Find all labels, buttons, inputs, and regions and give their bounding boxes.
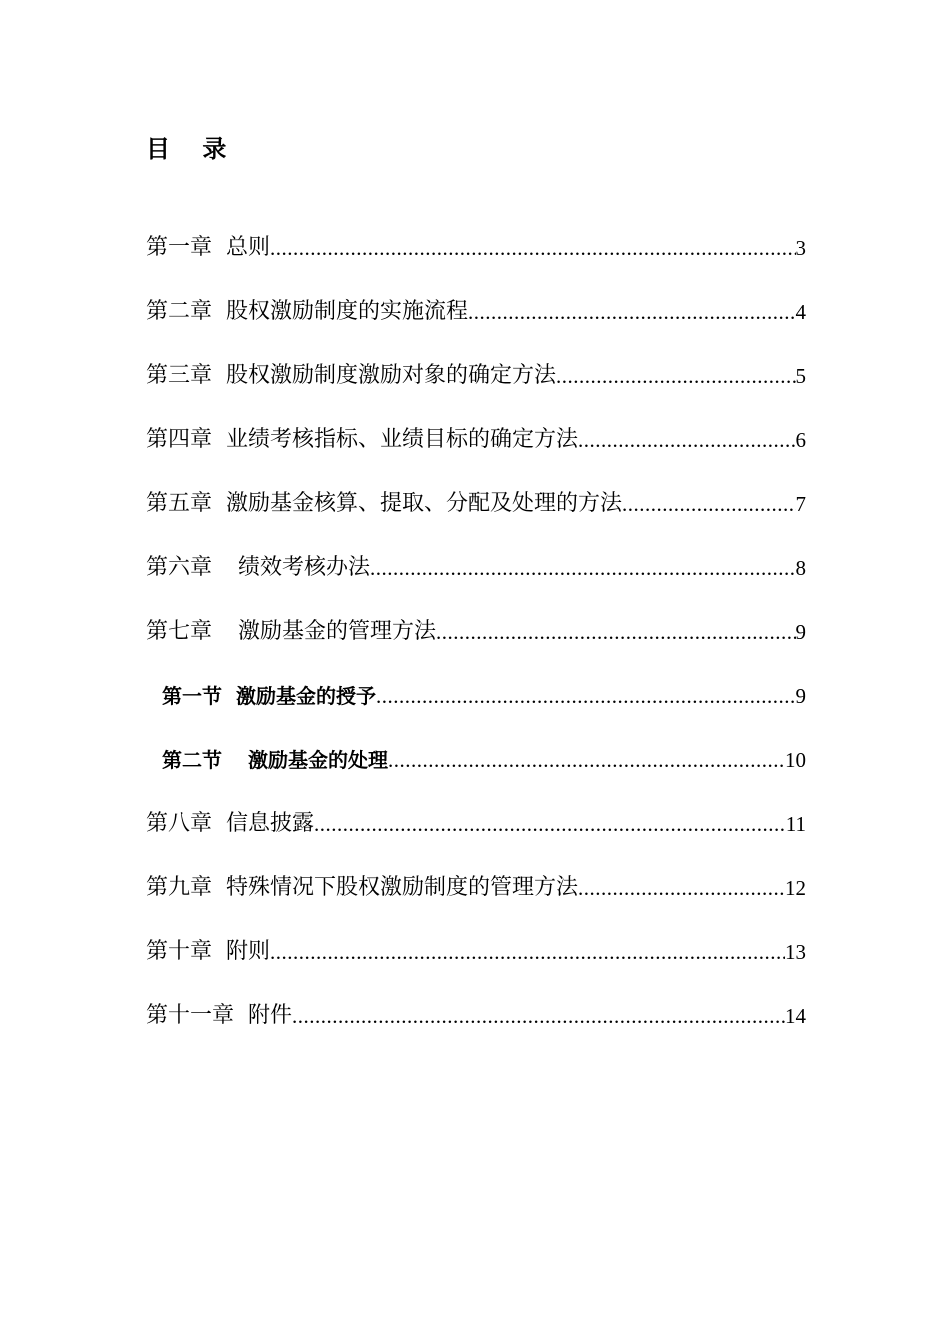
toc-entry-title: 信息披露 bbox=[226, 811, 315, 836]
toc-leader-dots bbox=[270, 933, 785, 971]
toc-page-number: 3 bbox=[795, 236, 806, 260]
toc-entry-title: 股权激励制度的实施流程 bbox=[226, 299, 469, 324]
toc-entry-chapter-8[interactable] bbox=[146, 805, 806, 869]
toc-entry-title: 激励基金的处理 bbox=[248, 748, 388, 772]
toc-leader-dots bbox=[578, 869, 785, 907]
toc-entry-chapter-7[interactable] bbox=[146, 613, 806, 677]
toc-entry-chapter-9[interactable] bbox=[146, 869, 806, 933]
toc-entry-number: 第十一章 bbox=[146, 1003, 235, 1028]
toc-leader-dots bbox=[376, 677, 796, 715]
toc-entry-number: 第四章 bbox=[146, 427, 213, 452]
toc-page-number: 13 bbox=[785, 940, 806, 964]
toc-leader-dots bbox=[622, 485, 795, 523]
toc-leader-dots bbox=[370, 549, 795, 587]
toc-entry-chapter-3[interactable] bbox=[146, 357, 806, 421]
toc-entry-chapter-4[interactable] bbox=[146, 421, 806, 485]
toc-entry-title: 特殊情况下股权激励制度的管理方法 bbox=[226, 875, 579, 900]
toc-leader-dots bbox=[556, 357, 795, 395]
toc-entry-number: 第二节 bbox=[162, 748, 222, 772]
toc-page-number: 9 bbox=[795, 620, 806, 644]
toc-leader-dots bbox=[292, 997, 785, 1035]
toc-entry-number: 第七章 bbox=[146, 619, 213, 644]
toc-page-number: 6 bbox=[795, 428, 806, 452]
toc-entry-chapter-1[interactable] bbox=[146, 229, 806, 293]
toc-entry-title: 附则 bbox=[226, 939, 271, 964]
toc-entry-section-7-1[interactable] bbox=[146, 677, 806, 741]
toc-entry-number: 第十章 bbox=[146, 939, 213, 964]
toc-page-number: 9 bbox=[795, 684, 806, 708]
toc-leader-dots bbox=[270, 229, 795, 267]
toc-entry-number: 第一节 bbox=[162, 684, 222, 708]
toc-page-number: 11 bbox=[785, 812, 806, 836]
toc-entry-title: 股权激励制度激励对象的确定方法 bbox=[226, 363, 557, 388]
toc-entry-number: 第一章 bbox=[146, 235, 213, 260]
toc-entry-title: 绩效考核办法 bbox=[238, 555, 371, 580]
toc-entry-section-7-2[interactable] bbox=[146, 741, 806, 805]
toc-page-number: 5 bbox=[795, 364, 806, 388]
toc-entry-title: 激励基金的管理方法 bbox=[238, 619, 437, 644]
toc-entry-number: 第六章 bbox=[146, 555, 213, 580]
toc-page-number: 8 bbox=[795, 556, 806, 580]
toc-title: 目 录 bbox=[146, 134, 239, 163]
toc-page-number: 12 bbox=[785, 876, 806, 900]
toc-entry-number: 第二章 bbox=[146, 299, 213, 324]
toc-page-number: 14 bbox=[785, 1004, 806, 1028]
toc-list bbox=[146, 229, 806, 1061]
toc-leader-dots bbox=[436, 613, 795, 651]
toc-entry-title: 业绩考核指标、业绩目标的确定方法 bbox=[226, 427, 579, 452]
toc-entry-title: 激励基金核算、提取、分配及处理的方法 bbox=[226, 491, 623, 516]
toc-entry-chapter-2[interactable] bbox=[146, 293, 806, 357]
toc-entry-title: 激励基金的授予 bbox=[236, 684, 376, 708]
toc-leader-dots bbox=[578, 421, 795, 459]
toc-entry-number: 第五章 bbox=[146, 491, 213, 516]
toc-entry-number: 第三章 bbox=[146, 363, 213, 388]
toc-entry-chapter-6[interactable] bbox=[146, 549, 806, 613]
toc-leader-dots bbox=[388, 741, 785, 779]
toc-page-number: 7 bbox=[795, 492, 806, 516]
toc-leader-dots bbox=[468, 293, 795, 331]
toc-page-number: 4 bbox=[795, 300, 806, 324]
toc-entry-chapter-5[interactable] bbox=[146, 485, 806, 549]
toc-entry-chapter-11[interactable] bbox=[146, 997, 806, 1061]
toc-leader-dots bbox=[314, 805, 786, 843]
toc-entry-chapter-10[interactable] bbox=[146, 933, 806, 997]
toc-entry-number: 第八章 bbox=[146, 811, 213, 836]
toc-entry-title: 总则 bbox=[226, 235, 271, 260]
toc-page-number: 10 bbox=[785, 748, 806, 772]
toc-entry-number: 第九章 bbox=[146, 875, 213, 900]
toc-entry-title: 附件 bbox=[248, 1003, 293, 1028]
